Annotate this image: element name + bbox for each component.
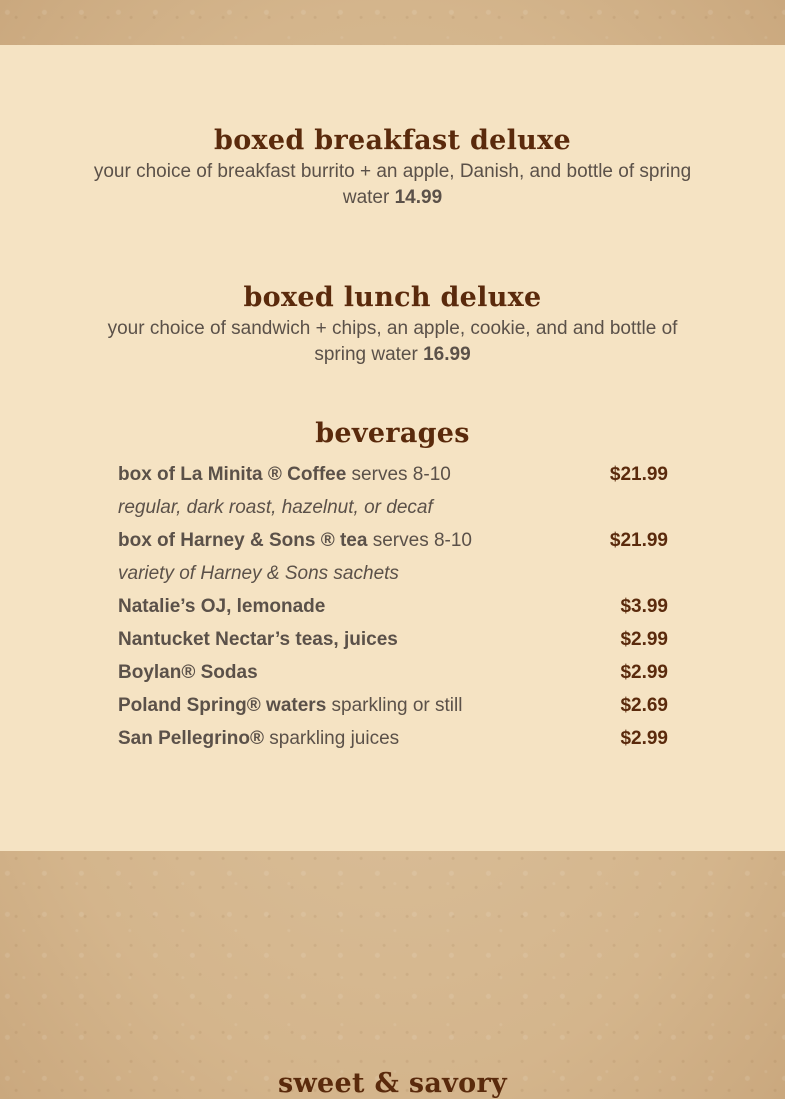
sweet-savory-section-header xyxy=(0,1068,785,1099)
beverages-section-header xyxy=(0,418,785,450)
beverages-list xyxy=(118,458,668,755)
beverage-price: $21.99 xyxy=(609,530,668,551)
beverage-item-tea xyxy=(118,524,668,557)
beverage-item-sparkling-juices xyxy=(118,722,668,755)
beverage-name: box of Harney & Sons ® tea xyxy=(118,530,368,551)
beverage-subtitle-tea xyxy=(118,557,668,590)
beverage-price: $2.99 xyxy=(620,662,668,683)
beverage-item-teas-juices xyxy=(118,623,668,656)
beverage-name: San Pellegrino® xyxy=(118,728,264,749)
boxed-lunch-section xyxy=(0,282,785,368)
beverage-price: $2.99 xyxy=(620,728,668,749)
boxed-breakfast-price: 14.99 xyxy=(394,187,443,208)
boxed-breakfast-section xyxy=(0,125,785,211)
beverage-item-coffee xyxy=(118,458,668,491)
beverage-subtitle-coffee xyxy=(118,491,668,524)
kraft-paper-top-strip xyxy=(0,0,785,45)
menu-panel xyxy=(0,45,785,851)
sweet-savory-title: sweet & savory xyxy=(278,1068,507,1099)
beverage-price: $2.99 xyxy=(620,629,668,650)
boxed-lunch-price: 16.99 xyxy=(423,344,471,365)
beverage-item-sodas xyxy=(118,656,668,689)
beverage-note: serves 8-10 xyxy=(367,530,472,551)
beverage-item-waters xyxy=(118,689,668,722)
beverage-subtitle: regular, dark roast, hazelnut, or decaf xyxy=(118,497,433,518)
beverage-name: Nantucket Nectar’s teas, juices xyxy=(118,629,398,650)
beverage-name: Boylan® Sodas xyxy=(118,662,258,683)
boxed-breakfast-description xyxy=(93,159,693,211)
beverage-note: serves 8-10 xyxy=(346,464,451,485)
boxed-breakfast-desc-text: your choice of breakfast burrito + an apple, Danish, and bottle of spring water xyxy=(93,161,692,208)
boxed-lunch-title: boxed lunch deluxe xyxy=(243,282,542,313)
beverage-subtitle: variety of Harney & Sons sachets xyxy=(118,563,399,584)
beverage-price: $21.99 xyxy=(609,464,668,485)
boxed-lunch-desc-text: your choice of sandwich + chips, an apple, cookie, and and bottle of spring water xyxy=(107,318,678,365)
boxed-breakfast-title: boxed breakfast deluxe xyxy=(214,125,571,156)
beverage-price: $2.69 xyxy=(620,695,668,716)
beverage-note: sparkling or still xyxy=(326,695,463,716)
beverage-note: sparkling juices xyxy=(263,728,400,749)
beverages-title: beverages xyxy=(315,418,470,449)
boxed-lunch-description xyxy=(93,316,693,368)
beverage-item-oj-lemonade xyxy=(118,590,668,623)
beverage-name: Natalie’s OJ, lemonade xyxy=(118,596,326,617)
beverage-price: $3.99 xyxy=(620,596,668,617)
beverage-name: box of La Minita ® Coffee xyxy=(118,464,347,485)
beverage-name: Poland Spring® waters xyxy=(118,695,327,716)
